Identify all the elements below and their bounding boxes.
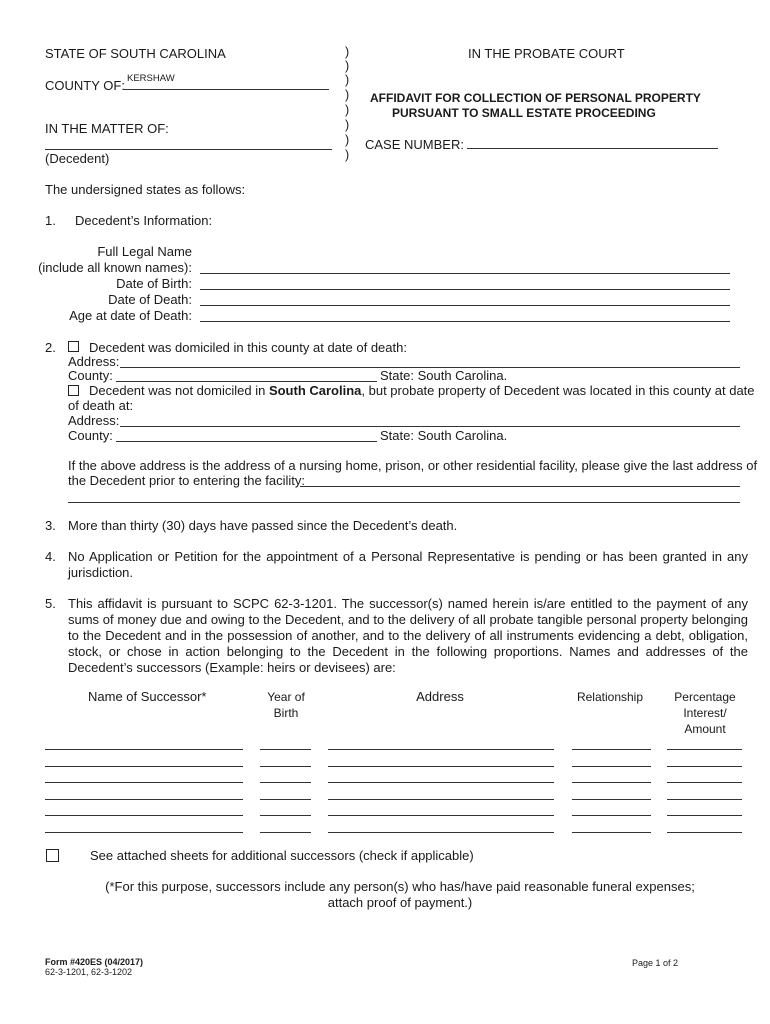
successor-address-field[interactable] <box>328 799 554 800</box>
facility-text-1: If the above address is the address of a nursing home, prison, or other residential facility, please give the last address of <box>68 458 758 473</box>
successor-year-field[interactable] <box>260 832 311 833</box>
case-number-label: CASE NUMBER: <box>365 137 464 152</box>
full-name-label-1: Full Legal Name <box>97 244 192 259</box>
successor-name-field[interactable] <box>45 782 243 783</box>
county-field-3[interactable] <box>116 441 377 442</box>
successor-year-field[interactable] <box>260 799 311 800</box>
col-percentage-line1: Percentage <box>674 690 736 704</box>
section5-number: 5. <box>45 596 56 611</box>
age-field[interactable] <box>200 321 730 322</box>
state-text-2: State: South Carolina. <box>380 428 508 443</box>
successor-address-field[interactable] <box>328 766 554 767</box>
dob-field[interactable] <box>200 289 730 290</box>
successor-percentage-field[interactable] <box>667 799 742 800</box>
successor-percentage-field[interactable] <box>667 766 742 767</box>
successor-relationship-field[interactable] <box>572 782 651 783</box>
address-label: Address: <box>68 354 120 369</box>
successor-name-field[interactable] <box>45 766 243 767</box>
intro-text: The undersigned states as follows: <box>45 182 246 197</box>
attached-sheets-text: See attached sheets for additional successors (check if applicable) <box>90 848 474 863</box>
successor-year-field[interactable] <box>260 766 311 767</box>
col-relationship: Relationship <box>576 690 644 704</box>
attached-sheets-checkbox[interactable] <box>46 849 59 862</box>
col-percentage-line2: Interest/ <box>683 706 727 720</box>
not-domiciled-text: Decedent was not domiciled in South Carolina, but probate property of Decedent was located in this county at date <box>89 383 755 398</box>
successor-relationship-field[interactable] <box>572 749 651 750</box>
address-field-2[interactable] <box>120 426 740 427</box>
dod-field[interactable] <box>200 305 730 306</box>
form-title-line1: AFFIDAVIT FOR COLLECTION OF PERSONAL PROPERTY <box>370 91 701 105</box>
decedent-label: (Decedent) <box>45 151 110 166</box>
full-name-field[interactable] <box>200 273 730 274</box>
footnote-line2: attach proof of payment.) <box>327 895 473 910</box>
court-heading: IN THE PROBATE COURT <box>468 46 625 61</box>
successor-name-field[interactable] <box>45 799 243 800</box>
section4-text: No Application or Petition for the appointment of a Personal Representative is pending or has been granted in any jurisdiction. <box>68 549 748 580</box>
domiciled-checkbox[interactable] <box>68 341 79 352</box>
successor-percentage-field[interactable] <box>667 749 742 750</box>
full-name-label-2: (include all known names): <box>38 260 192 275</box>
facility-field[interactable] <box>300 486 740 487</box>
successor-relationship-field[interactable] <box>572 832 651 833</box>
successor-relationship-field[interactable] <box>572 815 651 816</box>
county-field[interactable] <box>123 89 329 90</box>
successor-address-field[interactable] <box>328 782 554 783</box>
page-number: Page 1 of 2 <box>632 958 679 968</box>
form-title-line2: PURSUANT TO SMALL ESTATE PROCEEDING <box>392 106 656 120</box>
county-label-3: County: <box>68 428 113 443</box>
successor-percentage-field[interactable] <box>667 782 742 783</box>
county-label-2: County: <box>68 368 113 383</box>
col-year-line1: Year of <box>267 690 305 704</box>
county-value: KERSHAW <box>127 73 175 84</box>
successor-percentage-field[interactable] <box>667 815 742 816</box>
domiciled-text: Decedent was domiciled in this county at date of death: <box>89 340 407 355</box>
facility-text-2: the Decedent prior to entering the facility: <box>68 473 306 488</box>
successor-percentage-field[interactable] <box>667 832 742 833</box>
dod-label: Date of Death: <box>108 292 192 307</box>
col-name-successor: Name of Successor* <box>88 689 207 704</box>
section1-heading: Decedent’s Information: <box>75 213 213 228</box>
col-percentage-line3: Amount <box>684 722 726 736</box>
decedent-name-field[interactable] <box>45 149 332 150</box>
statute-reference: 62-3-1201, 62-3-1202 <box>45 967 133 977</box>
address-label-2: Address: <box>68 413 120 428</box>
successor-address-field[interactable] <box>328 832 554 833</box>
matter-label: IN THE MATTER OF: <box>45 121 169 136</box>
case-number-field[interactable] <box>467 148 718 149</box>
section4-number: 4. <box>45 549 56 564</box>
state-text: State: South Carolina. <box>380 368 508 383</box>
successor-relationship-field[interactable] <box>572 766 651 767</box>
section3-text: More than thirty (30) days have passed since the Decedent’s death. <box>68 518 458 533</box>
section5-text: This affidavit is pursuant to SCPC 62-3-1201. The successor(s) named herein is/are entitled to the payment of any sums of money due and owing to the Decedent, and to the delivery of all probate tangible personal property belonging to the Decedent and in the possession of another, and to the delivery of all instruments evidencing a debt, obligation, stock, or chose in action belonging to the Decedent in the following proportions. Names and addresses of the Decedent’s successors (Example: heirs or devisees) are: <box>68 596 748 675</box>
section3-number: 3. <box>45 518 56 533</box>
successor-year-field[interactable] <box>260 815 311 816</box>
successor-year-field[interactable] <box>260 782 311 783</box>
age-label: Age at date of Death: <box>69 308 192 323</box>
section2-number: 2. <box>45 340 56 355</box>
successor-name-field[interactable] <box>45 815 243 816</box>
successor-year-field[interactable] <box>260 749 311 750</box>
facility-field-2[interactable] <box>68 502 740 503</box>
successor-name-field[interactable] <box>45 749 243 750</box>
dob-label: Date of Birth: <box>116 276 192 291</box>
county-label: COUNTY OF: <box>45 78 125 93</box>
section1-number: 1. <box>45 213 56 228</box>
county-field-2[interactable] <box>116 381 377 382</box>
state-heading: STATE OF SOUTH CAROLINA <box>45 46 226 61</box>
successor-address-field[interactable] <box>328 749 554 750</box>
footnote-line1: (*For this purpose, successors include any person(s) who has/have paid reasonable funeral expenses; <box>105 879 695 894</box>
not-domiciled-checkbox[interactable] <box>68 385 79 396</box>
successor-name-field[interactable] <box>45 832 243 833</box>
col-address: Address <box>416 689 464 704</box>
successor-relationship-field[interactable] <box>572 799 651 800</box>
col-year-line2: Birth <box>273 706 299 720</box>
not-domiciled-text-2: of death at: <box>68 398 134 413</box>
successor-address-field[interactable] <box>328 815 554 816</box>
form-id: Form #420ES (04/2017) <box>45 957 144 967</box>
